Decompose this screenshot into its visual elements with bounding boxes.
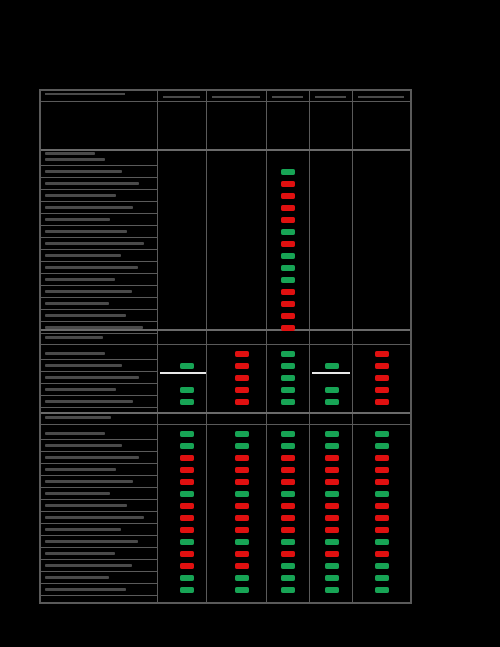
- row-divider: [41, 547, 157, 548]
- row-label: [45, 230, 127, 233]
- row-divider: [41, 273, 157, 274]
- section-heading: [45, 336, 103, 339]
- pass-badge: [325, 443, 339, 449]
- pass-badge: [281, 431, 295, 437]
- row-divider: [41, 359, 157, 360]
- pass-badge: [281, 169, 295, 175]
- row-divider: [41, 463, 157, 464]
- row-label: [45, 516, 144, 519]
- row-divider: [41, 321, 157, 322]
- column-header-3: [272, 96, 303, 98]
- fail-badge: [375, 351, 389, 357]
- row-label: [45, 254, 121, 257]
- row-divider: [41, 261, 157, 262]
- pass-badge: [325, 563, 339, 569]
- pass-badge: [375, 575, 389, 581]
- fail-badge: [325, 455, 339, 461]
- row-divider: [41, 499, 157, 500]
- pass-badge: [325, 491, 339, 497]
- fail-badge: [281, 289, 295, 295]
- fail-badge: [180, 455, 194, 461]
- fail-badge: [235, 375, 249, 381]
- row-divider: [41, 165, 157, 166]
- header-divider: [41, 101, 410, 102]
- fail-badge: [235, 503, 249, 509]
- fail-badge: [281, 205, 295, 211]
- fail-badge: [281, 527, 295, 533]
- fail-badge: [281, 301, 295, 307]
- pass-badge: [180, 443, 194, 449]
- row-divider: [41, 177, 157, 178]
- fail-badge: [235, 399, 249, 405]
- fail-badge: [325, 527, 339, 533]
- pass-badge: [325, 363, 339, 369]
- pass-badge: [281, 265, 295, 271]
- fail-badge: [375, 387, 389, 393]
- pass-badge: [375, 491, 389, 497]
- fail-badge: [235, 551, 249, 557]
- row-divider: [41, 595, 157, 596]
- fail-badge: [180, 479, 194, 485]
- row-divider: [41, 285, 157, 286]
- header-corner-text: [45, 93, 125, 95]
- pass-badge: [281, 587, 295, 593]
- fail-badge: [281, 193, 295, 199]
- pass-badge: [235, 587, 249, 593]
- fail-badge: [180, 563, 194, 569]
- row-divider: [41, 309, 157, 310]
- highlight-bar: [160, 372, 206, 374]
- pass-badge: [281, 253, 295, 259]
- row-label: [45, 290, 132, 293]
- fail-badge: [325, 503, 339, 509]
- highlight-bar: [312, 372, 350, 374]
- row-divider: [41, 439, 157, 440]
- row-divider: [41, 371, 157, 372]
- fail-badge: [281, 325, 295, 331]
- comparison-table: [39, 89, 412, 604]
- pass-badge: [281, 575, 295, 581]
- fail-badge: [375, 455, 389, 461]
- row-label: [45, 388, 116, 391]
- column-header-4: [315, 96, 346, 98]
- row-label: [45, 588, 126, 591]
- row-label: [45, 218, 110, 221]
- fail-badge: [375, 551, 389, 557]
- fail-badge: [281, 217, 295, 223]
- pass-badge: [235, 491, 249, 497]
- fail-badge: [235, 351, 249, 357]
- fail-badge: [281, 181, 295, 187]
- pass-badge: [281, 277, 295, 283]
- pass-badge: [281, 539, 295, 545]
- column-header-5: [358, 96, 404, 98]
- section-divider-2: [41, 412, 410, 414]
- pass-badge: [281, 351, 295, 357]
- fail-badge: [235, 479, 249, 485]
- pass-badge: [281, 399, 295, 405]
- fail-badge: [235, 387, 249, 393]
- pass-badge: [180, 431, 194, 437]
- pass-badge: [325, 431, 339, 437]
- column-divider: [157, 91, 158, 602]
- pass-badge: [325, 399, 339, 405]
- row-divider: [41, 201, 157, 202]
- row-label: [45, 158, 105, 161]
- column-divider: [266, 91, 267, 602]
- row-divider: [41, 559, 157, 560]
- row-divider: [41, 189, 157, 190]
- fail-badge: [375, 503, 389, 509]
- row-label: [45, 182, 139, 185]
- row-label: [45, 432, 105, 435]
- pass-badge: [375, 587, 389, 593]
- section-divider-1: [41, 329, 410, 331]
- row-divider: [41, 535, 157, 536]
- pass-badge: [180, 587, 194, 593]
- row-label: [45, 480, 133, 483]
- pass-badge: [325, 539, 339, 545]
- column-divider: [206, 91, 207, 602]
- column-divider: [352, 91, 353, 602]
- section-heading-line: [41, 424, 410, 425]
- fail-badge: [375, 363, 389, 369]
- row-label: [45, 266, 138, 269]
- row-divider: [41, 475, 157, 476]
- row-label: [45, 468, 116, 471]
- fail-badge: [375, 375, 389, 381]
- row-label: [45, 242, 144, 245]
- pass-badge: [375, 443, 389, 449]
- section-heading: [45, 152, 95, 155]
- fail-badge: [375, 527, 389, 533]
- pass-badge: [325, 387, 339, 393]
- row-divider: [41, 225, 157, 226]
- fail-badge: [375, 515, 389, 521]
- row-label: [45, 326, 143, 329]
- fail-badge: [235, 563, 249, 569]
- fail-badge: [235, 527, 249, 533]
- pass-badge: [375, 431, 389, 437]
- row-label: [45, 170, 122, 173]
- fail-badge: [281, 551, 295, 557]
- pass-badge: [281, 387, 295, 393]
- row-divider: [41, 571, 157, 572]
- row-label: [45, 278, 115, 281]
- row-divider: [41, 487, 157, 488]
- fail-badge: [180, 467, 194, 473]
- pass-badge: [180, 363, 194, 369]
- row-divider: [41, 451, 157, 452]
- row-label: [45, 552, 115, 555]
- pass-badge: [281, 563, 295, 569]
- fail-badge: [375, 467, 389, 473]
- fail-badge: [235, 363, 249, 369]
- pass-badge: [235, 443, 249, 449]
- fail-badge: [180, 527, 194, 533]
- fail-badge: [235, 455, 249, 461]
- column-header-2: [212, 96, 260, 98]
- row-label: [45, 194, 116, 197]
- column-header-1: [163, 96, 200, 98]
- row-divider: [41, 237, 157, 238]
- row-divider: [41, 395, 157, 396]
- fail-badge: [281, 241, 295, 247]
- pass-badge: [180, 399, 194, 405]
- fail-badge: [375, 479, 389, 485]
- row-label: [45, 364, 122, 367]
- row-divider: [41, 333, 157, 334]
- row-label: [45, 528, 121, 531]
- row-divider: [41, 249, 157, 250]
- row-label: [45, 456, 139, 459]
- column-divider: [309, 91, 310, 602]
- pass-badge: [375, 563, 389, 569]
- header-bottom-border: [41, 149, 410, 151]
- fail-badge: [281, 479, 295, 485]
- pass-badge: [180, 575, 194, 581]
- fail-badge: [375, 399, 389, 405]
- row-label: [45, 540, 138, 543]
- row-label: [45, 352, 105, 355]
- section-heading: [45, 416, 111, 419]
- fail-badge: [325, 479, 339, 485]
- pass-badge: [281, 363, 295, 369]
- row-label: [45, 444, 122, 447]
- fail-badge: [281, 313, 295, 319]
- row-label: [45, 400, 133, 403]
- pass-badge: [180, 539, 194, 545]
- pass-badge: [180, 387, 194, 393]
- fail-badge: [180, 551, 194, 557]
- fail-badge: [281, 503, 295, 509]
- row-label: [45, 314, 126, 317]
- fail-badge: [281, 455, 295, 461]
- row-divider: [41, 213, 157, 214]
- row-label: [45, 376, 139, 379]
- pass-badge: [281, 375, 295, 381]
- row-divider: [41, 383, 157, 384]
- row-label: [45, 504, 127, 507]
- pass-badge: [235, 539, 249, 545]
- row-label: [45, 206, 133, 209]
- pass-badge: [325, 587, 339, 593]
- fail-badge: [325, 467, 339, 473]
- row-label: [45, 576, 109, 579]
- pass-badge: [375, 539, 389, 545]
- row-divider: [41, 297, 157, 298]
- row-divider: [41, 407, 157, 408]
- row-divider: [41, 583, 157, 584]
- row-divider: [41, 511, 157, 512]
- row-label: [45, 492, 110, 495]
- fail-badge: [325, 515, 339, 521]
- pass-badge: [281, 229, 295, 235]
- pass-badge: [281, 443, 295, 449]
- row-divider: [41, 523, 157, 524]
- fail-badge: [281, 515, 295, 521]
- fail-badge: [281, 467, 295, 473]
- fail-badge: [325, 551, 339, 557]
- fail-badge: [235, 515, 249, 521]
- fail-badge: [180, 503, 194, 509]
- row-label: [45, 302, 109, 305]
- row-label: [45, 564, 132, 567]
- pass-badge: [235, 575, 249, 581]
- section-heading-line: [41, 344, 410, 345]
- pass-badge: [235, 431, 249, 437]
- pass-badge: [325, 575, 339, 581]
- fail-badge: [180, 515, 194, 521]
- pass-badge: [281, 491, 295, 497]
- pass-badge: [180, 491, 194, 497]
- fail-badge: [235, 467, 249, 473]
